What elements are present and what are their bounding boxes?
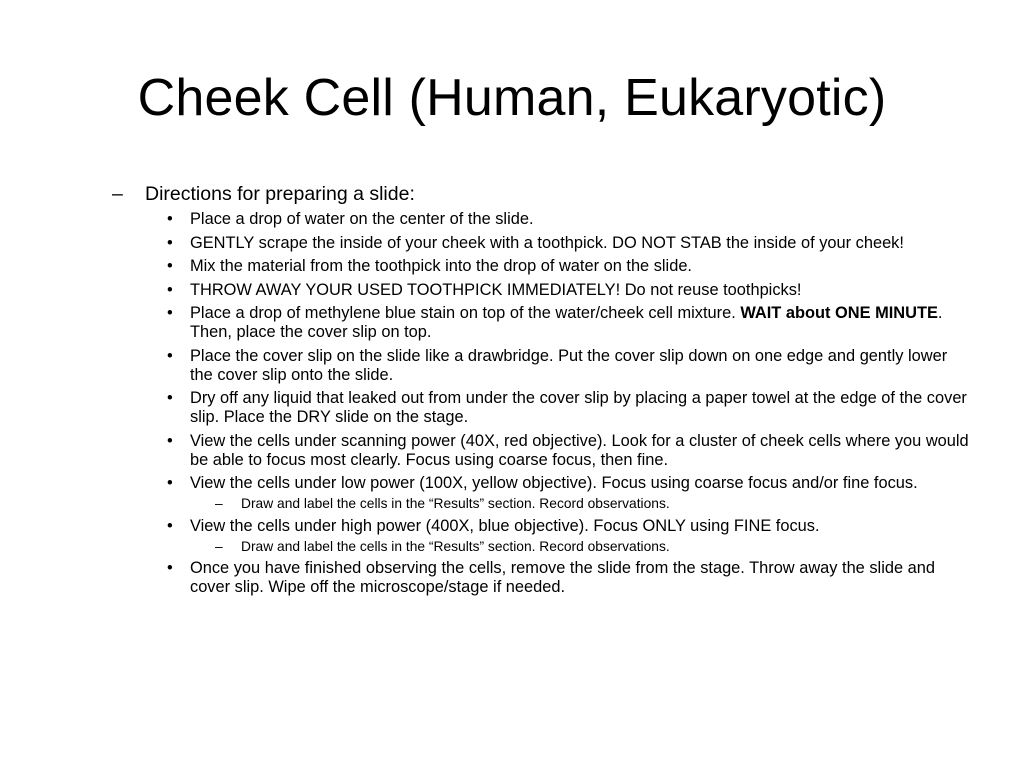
bullet-marker: •: [167, 210, 173, 228]
bullet-marker: •: [167, 257, 173, 275]
list-item: [157, 517, 972, 555]
list-item: [157, 304, 972, 342]
step-text: Dry off any liquid that leaked out from under the cover slip by placing a paper towel at the edge of the cover slip. Place the DRY slide on the stage.: [190, 389, 967, 426]
bullet-marker: •: [167, 346, 173, 365]
sub-step-text: Draw and label the cells in the “Results” section. Record observations.: [241, 538, 670, 554]
list-item: [157, 389, 972, 427]
step-text: THROW AWAY YOUR USED TOOTHPICK IMMEDIATELY! Do not reuse toothpicks!: [190, 280, 802, 299]
slide-title: Cheek Cell (Human, Eukaryotic): [137, 69, 887, 127]
sub-list-item: [213, 538, 972, 555]
step-text-part: Place a drop of methylene blue stain on top of the water/cheek cell mixture.: [190, 304, 741, 322]
list-item: [157, 234, 972, 253]
dash-marker: –: [215, 538, 223, 554]
step-text: View the cells under high power (400X, blue objective). Focus ONLY using FINE focus.: [190, 516, 820, 535]
step-text: Place the cover slip on the slide like a drawbridge. Put the cover slip down on one edge and gently lower the cover slip onto the slide.: [190, 346, 948, 384]
step-text: [190, 304, 942, 341]
sub-list-item: [213, 495, 972, 512]
directions-heading: [112, 180, 972, 208]
step-text: View the cells under scanning power (40X, red objective). Look for a cluster of cheek cells where you would be able to focus most clearly. Focus using coarse focus, then fine.: [190, 431, 969, 469]
list-item: [157, 559, 972, 597]
list-item: [157, 347, 972, 385]
step-text-part: . Then, place the cover slip on top.: [190, 304, 943, 341]
bullet-marker: •: [167, 389, 173, 407]
step-text: Mix the material from the toothpick into the drop of water on the slide.: [190, 257, 692, 275]
sub-step-text: Draw and label the cells in the “Results” section. Record observations.: [241, 496, 670, 511]
bullet-marker: •: [167, 474, 173, 492]
bullet-marker: •: [167, 559, 173, 577]
directions-heading-text: Directions for preparing a slide:: [145, 183, 415, 205]
step-text: View the cells under low power (100X, yellow objective). Focus using coarse focus and/or fine focus.: [190, 474, 918, 492]
bullet-marker: •: [167, 516, 173, 535]
bullet-marker: •: [167, 280, 173, 299]
bullet-marker: •: [167, 233, 173, 252]
step-text: Once you have finished observing the cells, remove the slide from the stage. Throw away the slide and cover slip. Wipe off the microscope/stage if needed.: [190, 559, 935, 596]
list-item: [157, 257, 972, 276]
list-item: [157, 210, 972, 229]
bullet-marker: •: [167, 431, 173, 450]
dash-marker: –: [112, 183, 123, 205]
bullet-marker: •: [167, 304, 173, 322]
sub-list: [190, 495, 972, 512]
step-text: GENTLY scrape the inside of your cheek with a toothpick. DO NOT STAB the inside of your cheek!: [190, 233, 904, 252]
sub-list: [190, 538, 972, 555]
directions-list: [112, 210, 972, 597]
wait-emphasis: WAIT about ONE MINUTE: [740, 304, 938, 322]
list-item: [157, 432, 972, 470]
dash-marker: –: [215, 496, 223, 511]
step-text: Place a drop of water on the center of the slide.: [190, 210, 534, 228]
list-item: [157, 474, 972, 512]
list-item: [157, 281, 972, 300]
slide-content: [112, 180, 972, 602]
